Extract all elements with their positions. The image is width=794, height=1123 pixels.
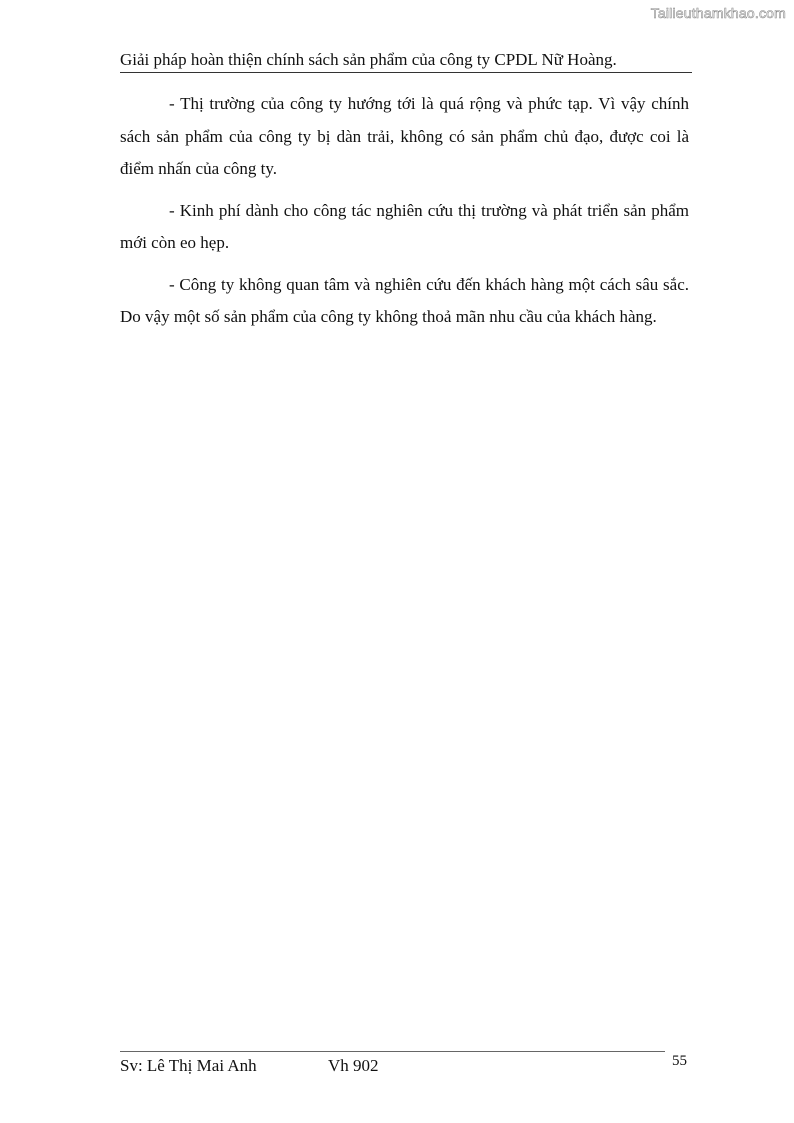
document-body <box>120 88 689 343</box>
page-number: 55 <box>672 1053 687 1069</box>
footer-student-name: Sv: Lê Thị Mai Anh <box>120 1056 257 1075</box>
body-paragraph: - Công ty không quan tâm và nghiên cứu đến khách hàng một cách sâu sắc. Do vậy một số sản phẩm của công ty không thoả mãn nhu cầu của khách hàng. <box>120 274 689 326</box>
watermark-text: Tailieuthamkhao.com <box>650 5 786 21</box>
footer-class-code: Vh 902 <box>328 1056 379 1075</box>
footer-divider <box>120 1051 665 1052</box>
body-paragraph: - Thị trường của công ty hướng tới là quá rộng và phức tạp. Vì vậy chính sách sản phẩm của công ty bị dàn trải, không có sản phẩm chủ đạo, được coi là điểm nhấn của công ty. <box>120 94 689 178</box>
body-paragraph: - Kinh phí dành cho công tác nghiên cứu thị trường và phát triển sản phẩm mới còn eo hẹp. <box>120 200 689 252</box>
running-header: Giải pháp hoàn thiện chính sách sản phẩm của công ty CPDL Nữ Hoàng. <box>120 50 692 73</box>
